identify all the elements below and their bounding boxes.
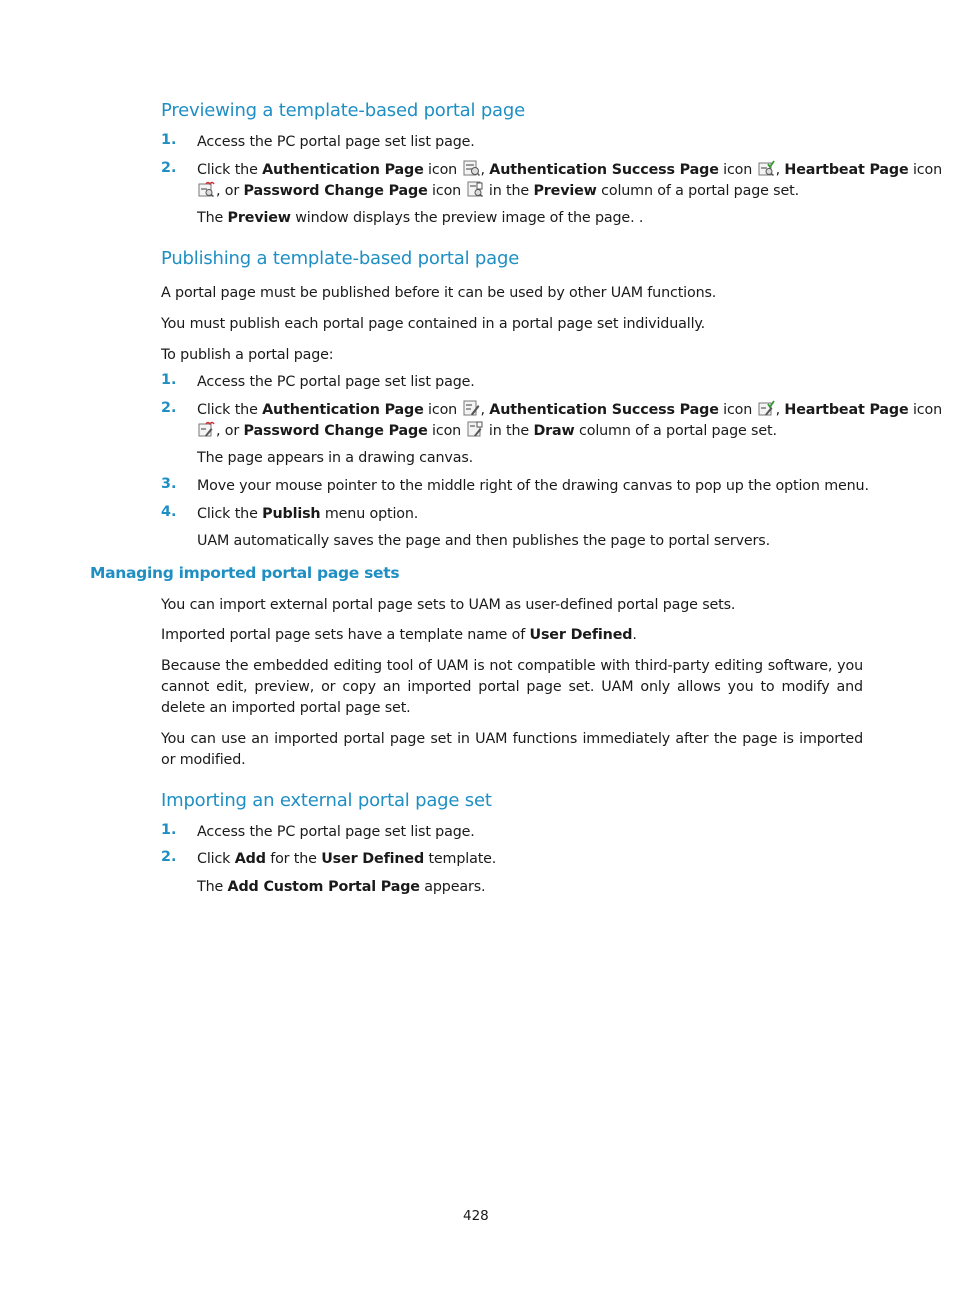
step-result: UAM automatically saves the page and then publishes the page to portal servers. (197, 533, 770, 549)
step-number: 4. (161, 504, 177, 520)
step-number: 2. (161, 400, 177, 416)
paragraph: Because the embedded editing tool of UAM is not compatible with third-party editing software, you cannot edit, preview, or copy an imported portal page set. UAM only allows you to modify and delete an imported portal page set. (161, 658, 863, 716)
authentication-page-draw-icon (463, 400, 480, 416)
paragraph: To publish a portal page: (161, 347, 334, 363)
heartbeat-page-preview-icon (198, 181, 215, 197)
step-result: The Preview window displays the preview image of the page. . (197, 210, 644, 226)
section-heading-importing: Importing an external portal page set (161, 790, 492, 811)
step-text: Move your mouse pointer to the middle right of the drawing canvas to pop up the option menu. (197, 478, 869, 494)
paragraph: Imported portal page sets have a template name of User Defined. (161, 627, 637, 643)
step-number: 1. (161, 822, 177, 838)
step-text-continued: , or Password Change Page icon in the Draw column of a portal page set. (197, 421, 777, 442)
heartbeat-page-draw-icon (198, 421, 215, 437)
paragraph: You can use an imported portal page set in UAM functions immediately after the page is imported or modified. (161, 731, 863, 768)
step-text: Access the PC portal page set list page. (197, 134, 475, 150)
password-change-page-draw-icon (467, 421, 484, 437)
step-result: The page appears in a drawing canvas. (197, 450, 474, 466)
authentication-success-page-preview-icon (758, 160, 775, 176)
step-text: Click the Authentication Page icon , Authentication Success Page icon , Heartbeat Page icon (197, 402, 942, 418)
section-heading-previewing: Previewing a template-based portal page (161, 100, 525, 121)
authentication-page-preview-icon (463, 160, 480, 176)
step-text: Click Add for the User Defined template. (197, 851, 497, 867)
step-result: The Add Custom Portal Page appears. (197, 879, 486, 895)
step-text: Click the Authentication Page icon , Authentication Success Page icon , Heartbeat Page icon (197, 162, 942, 178)
paragraph: You must publish each portal page contained in a portal page set individually. (161, 316, 706, 332)
page-number: 428 (463, 1208, 489, 1224)
authentication-success-page-draw-icon (758, 400, 775, 416)
paragraph: You can import external portal page sets to UAM as user-defined portal page sets. (161, 597, 736, 613)
section-heading-managing: Managing imported portal page sets (90, 564, 400, 582)
step-number: 2. (161, 849, 177, 865)
step-text: Click the Publish menu option. (197, 506, 419, 522)
step-text-continued: , or Password Change Page icon in the Preview column of a portal page set. (197, 181, 799, 202)
step-text: Access the PC portal page set list page. (197, 824, 475, 840)
step-number: 1. (161, 132, 177, 148)
step-number: 1. (161, 372, 177, 388)
step-number: 2. (161, 160, 177, 176)
paragraph: A portal page must be published before it can be used by other UAM functions. (161, 285, 717, 301)
section-heading-publishing: Publishing a template-based portal page (161, 248, 520, 269)
step-text: Access the PC portal page set list page. (197, 374, 475, 390)
step-number: 3. (161, 476, 177, 492)
password-change-page-preview-icon (467, 181, 484, 197)
